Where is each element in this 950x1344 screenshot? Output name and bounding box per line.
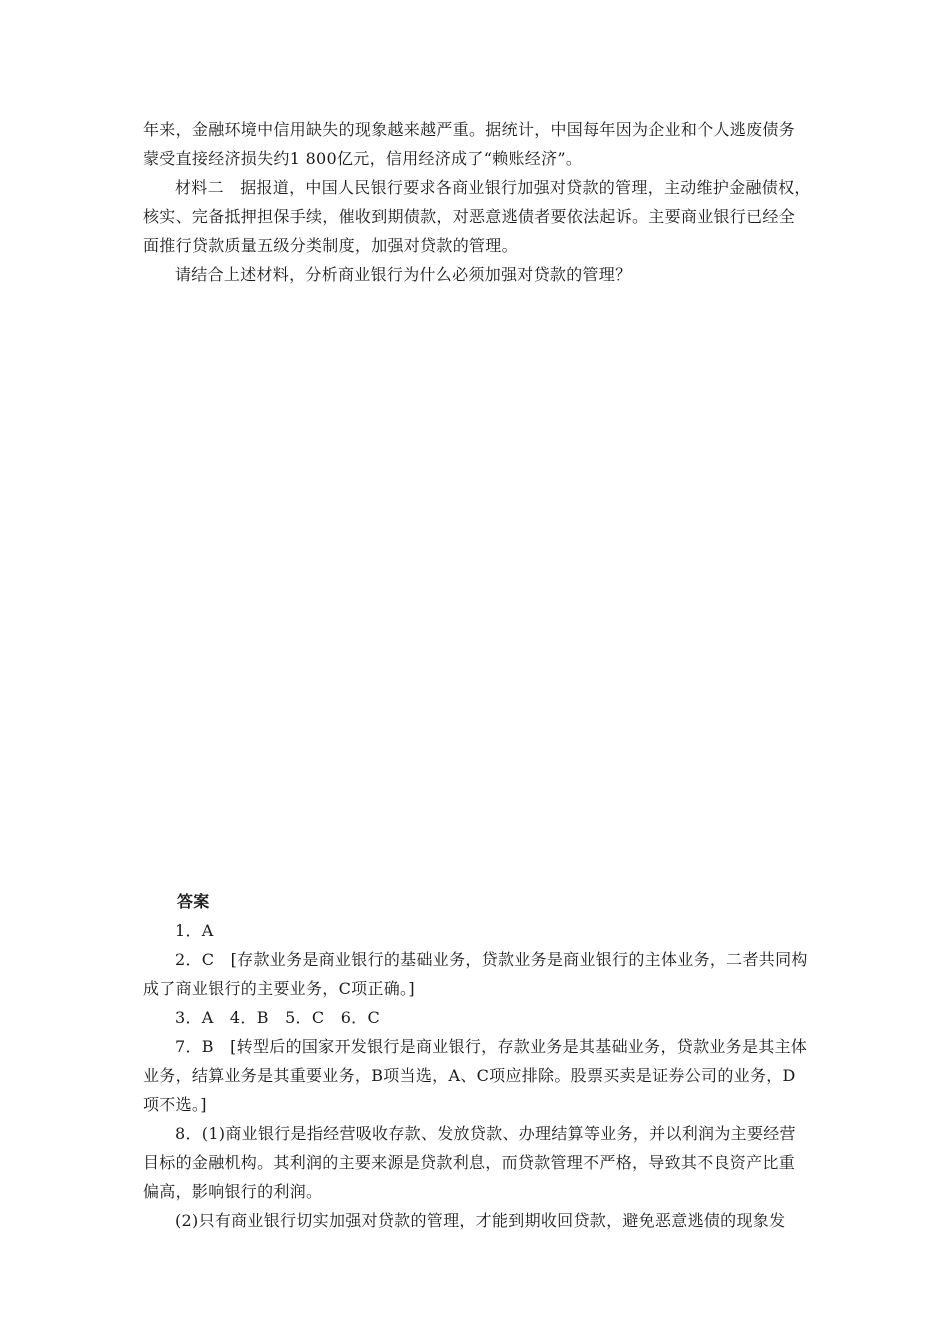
answer-item: 2．C [存款业务是商业银行的基础业务，贷款业务是商业银行的主体业务，二者共同构成了商业银行的主要业务，C项正确。] [143, 950, 808, 998]
question-paragraph: 请结合上述材料，分析商业银行为什么必须加强对贷款的管理？ [175, 265, 632, 284]
material1-continued-paragraph: 年来，金融环境中信用缺失的现象越来越严重。据统计，中国每年因为企业和个人逃废债务蒙受直接经济损失约1 800亿元，信用经济成了“赖账经济”。 [143, 120, 796, 168]
question-section [143, 115, 811, 289]
answers-section [143, 887, 811, 1235]
material2-paragraph: 材料二 据报道，中国人民银行要求各商业银行加强对贷款的管理，主动维护金融债权，核实、完备抵押担保手续，催收到期债款，对恶意逃债者要依法起诉。主要商业银行已经全面推行贷款质量五级分类制度，加强对贷款的管理。 [143, 178, 811, 255]
answer-item: 8．(1)商业银行是指经营吸收存款、发放贷款、办理结算等业务，并以利润为主要经营目标的金融机构。其利润的主要来源是贷款利息，而贷款管理不严格，导致其不良资产比重偏高，影响银行的利润。 [143, 1124, 796, 1201]
answer-item: 3．A 4．B 5．C 6．C [175, 1008, 381, 1027]
answer-item: 7．B [转型后的国家开发银行是商业银行，存款业务是其基础业务，贷款业务是其主体业务，结算业务是其重要业务，B项当选，A、C项应排除。股票买卖是证券公司的业务，D项不选。] [143, 1037, 808, 1114]
answer-item: (2)只有商业银行切实加强对贷款的管理，才能到期收回贷款，避免恶意逃债的现象发 [175, 1211, 786, 1230]
answer-item: 1．A [175, 921, 214, 940]
answers-title: 答案 [177, 892, 210, 911]
